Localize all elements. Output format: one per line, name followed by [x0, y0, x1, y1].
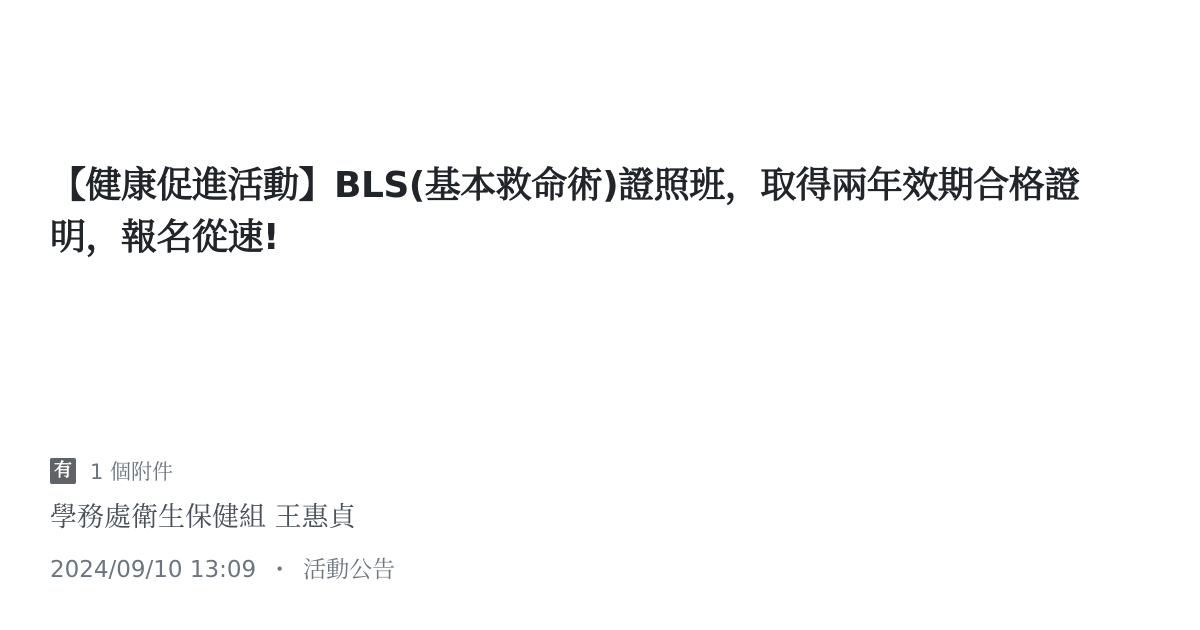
post-meta — [50, 554, 395, 586]
post-title: 【健康促進活動】BLS(基本救命術)證照班，取得兩年效期合格證明，報名從速! — [50, 165, 1080, 258]
attachment-icon: 有 — [50, 458, 76, 484]
post-category: 活動公告 — [303, 557, 396, 583]
meta-separator: ・ — [268, 557, 292, 583]
attachment-count: 1 個附件 — [90, 460, 174, 484]
post-author: 學務處衛生保健組 王惠貞 — [50, 502, 356, 533]
post-date: 2024/09/10 13:09 — [50, 557, 257, 583]
attachment-info — [50, 457, 173, 485]
